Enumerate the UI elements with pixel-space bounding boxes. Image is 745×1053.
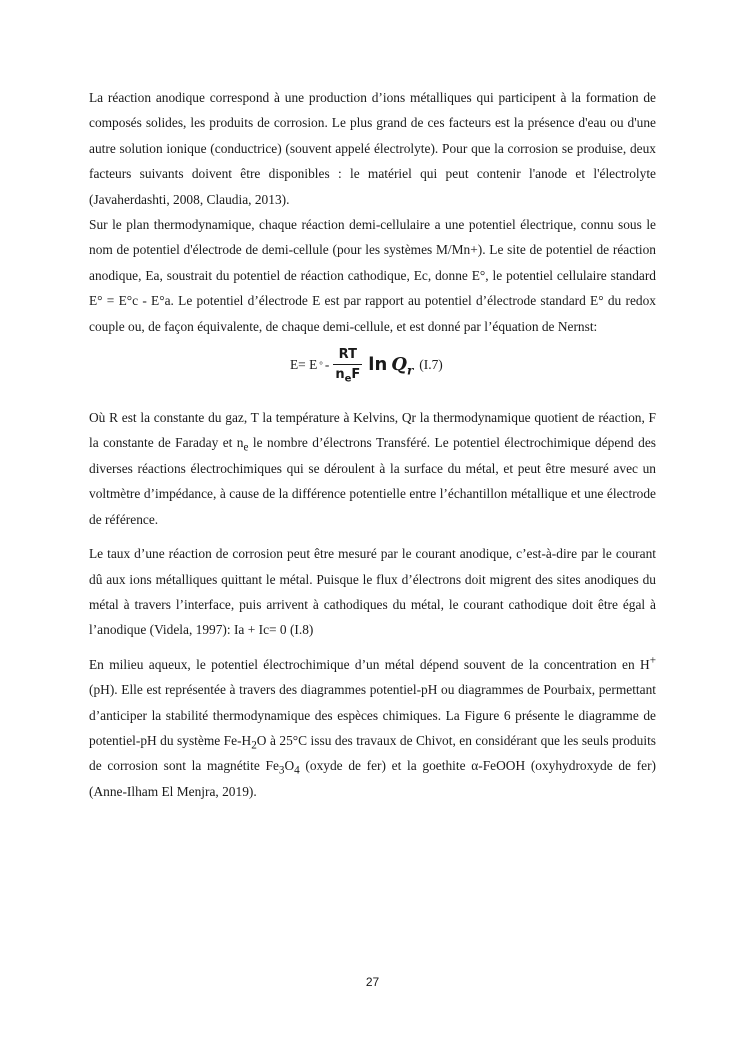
p5-subscript-1: 2 (251, 739, 257, 752)
p3-text-a: Où R est la constante du gaz, T la température à Kelvins, Qr la thermodynamique quotient de réaction, F la constante de Faraday et n (89, 410, 656, 451)
p5-text-d: O (284, 758, 295, 774)
p5-text-b: (pH). Elle est représentée à travers des diagrammes potentiel-pH ou diagrammes de Pourbaix, permettant d’anticiper la stabilité thermodynamique des espèces chimiques. La Figure 6 présente le diagramme de potentiel-pH du système Fe-H (89, 682, 656, 748)
equation-lhs: E= E (290, 356, 318, 372)
equation-degree: ° (319, 359, 323, 370)
paragraph-corrosion-rate: Le taux d’une réaction de corrosion peut être mesuré par le courant anodique, c’est-à-dire par le courant dû aux ions métalliques quittant le métal. Puisque le flux d’électrons doit migrent des sites anodiques du métal à travers l’interface, puis arrivent à cathodiques du métal, le courant cathodique doit être égal à l’anodique (Videla, 1997): Ia + Ic= 0 (I.8) (89, 546, 656, 638)
equation-number: (I.7) (419, 356, 443, 372)
equation-ln: ln (368, 354, 388, 376)
p5-text-a: En milieu aqueux, le potentiel électrochimique d’un métal dépend souvent de la concentration en H (89, 656, 650, 672)
denominator-f: F (351, 367, 361, 383)
fraction-numerator: RT (338, 347, 357, 363)
equation-minus: - (324, 356, 330, 372)
paragraph-thermodynamics: Sur le plan thermodynamique, chaque réaction demi-cellulaire a une potentiel électrique, connu sous le nom de potentiel d'électrode de demi-cellule (pour les systèmes M/Mn+). Le site de potentiel de réaction anodique, Ea, soustrait du potentiel de réaction cathodique, Ec, donne E°, le potentiel cellulaire standard E° = E°c - E°a. Le potentiel d’électrode E est par rapport au potentiel d’électrode standard E° du redox couple ou, de façon équivalente, de chaque demi-cellule, et est donné par l’équation de Nernst: (89, 217, 656, 334)
p3-text-b: le nombre d’électrons Transféré. Le potentiel électrochimique dépend des diverses réactions électrochimiques qui se déroulent à la surface du métal, et peut être mesuré avec un voltmètre d’impédance, à cause de la différence potentielle entre l’échantillon métallique et une électrode de référence. (89, 435, 656, 527)
denominator-sub: e (344, 373, 352, 385)
nernst-equation-row (89, 339, 656, 405)
page-body (89, 85, 656, 804)
q-main: Q (391, 354, 407, 376)
paragraph-pourbaix (89, 652, 656, 804)
equation-fraction (333, 347, 362, 385)
p5-subscript-3: 4 (294, 765, 300, 778)
p5-subscript-2: 3 (278, 765, 285, 778)
fraction-denominator (333, 364, 362, 385)
paragraph-variables (89, 405, 656, 532)
p5-superscript: + (649, 654, 656, 667)
q-sub: r (406, 363, 414, 378)
denominator-n: n (335, 367, 345, 383)
equation-q (391, 354, 414, 378)
page-number: 27 (365, 975, 380, 989)
nernst-equation (290, 347, 443, 385)
p5-text-c: O à 25°C issu des travaux de Chivot, en considérant que les seuls produits de corrosion sont la magnétite Fe (89, 732, 657, 774)
p5-text-e: (oxyde de fer) et la goethite α-FeOOH (oxyhydroxyde de fer) (Anne-Ilham El Menjra, 2019). (89, 758, 656, 799)
p3-subscript: e (243, 442, 249, 455)
paragraph-anodic-reaction: La réaction anodique correspond à une production d’ions métalliques qui participent à la formation de composés solides, les produits de corrosion. Le plus grand de ces facteurs est la présence d'eau ou d'une autre solution ionique (conductrice) (souvent appelé électrolyte). Pour que la corrosion se produise, deux facteurs suivants doivent être disponibles : le matériel qui peut contenir l'anode et l'électrolyte (Javaherdashti, 2008, Claudia, 2013). (89, 90, 656, 207)
